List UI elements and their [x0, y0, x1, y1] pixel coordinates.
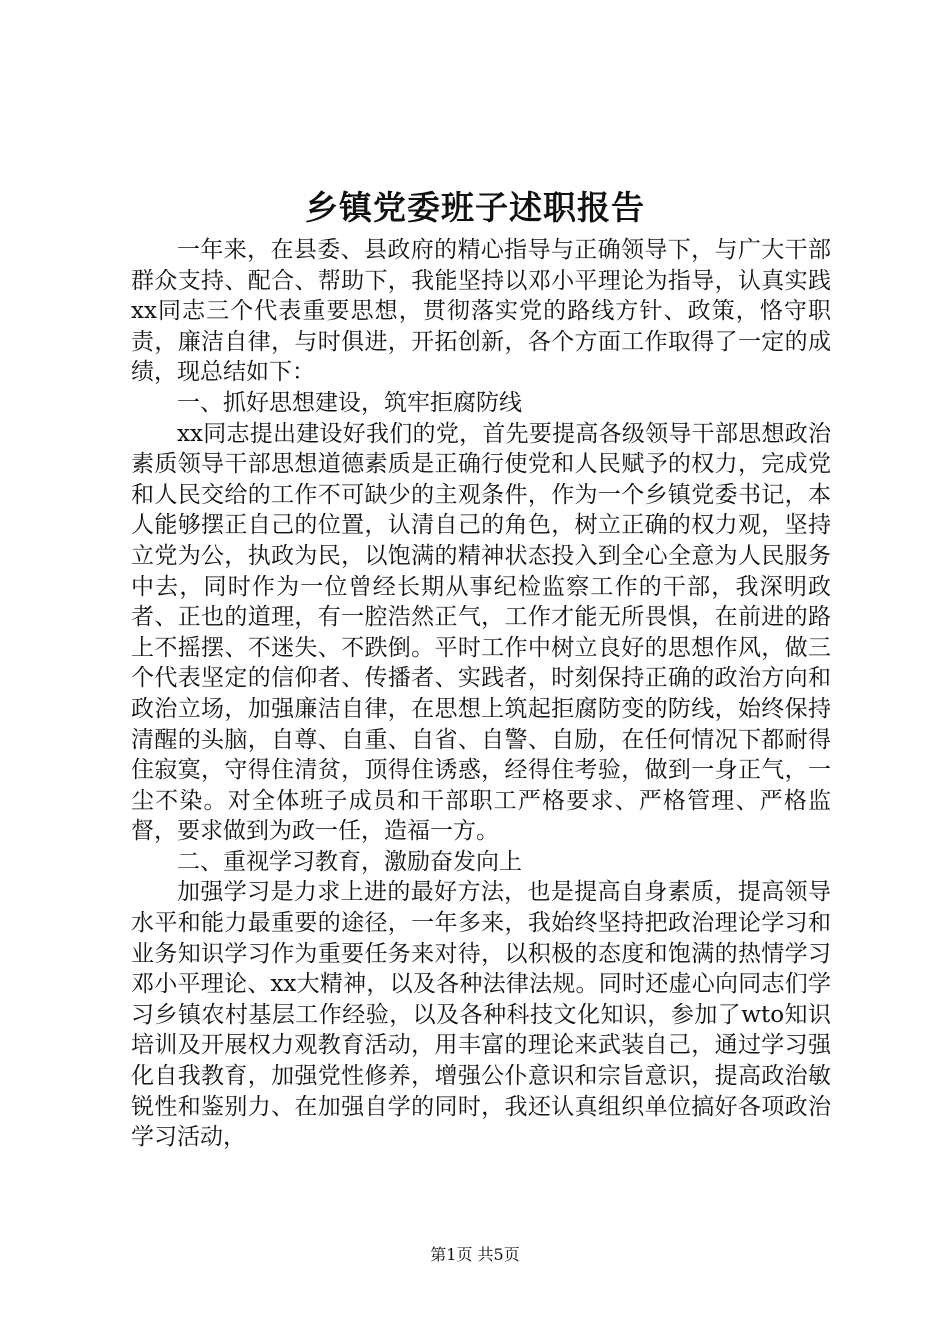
page-title: 乡镇党委班子述职报告 [305, 188, 645, 227]
document-body [131, 235, 831, 1153]
paragraph-section-1: xx同志提出建设好我们的党，首先要提高各级领导干部思想政治素质领导干部思想道德素质是正确行使党和人民赋予的权力，完成党和人民交给的工作不可缺少的主观条件，作为一个乡镇党委书记，本人能够摆正自己的位置，认清自己的角色，树立正确的权力观，坚持立党为公，执政为民，以饱满的精神状态投入到全心全意为人民服务中去，同时作为一位曾经长期从事纪检监察工作的干部，我深明政者、正也的道理，有一腔浩然正气，工作才能无所畏惧，在前进的路上不摇摆、不迷失、不跌倒。平时工作中树立良好的思想作风，做三个代表坚定的信仰者、传播者、实践者，时刻保持正确的政治方向和政治立场，加强廉洁自律，在思想上筑起拒腐防变的防线，始终保持清醒的头脑，自尊、自重、自省、自警、自励，在任何情况下都耐得住寂寞，守得住清贫，顶得住诱惑，经得住考验，做到一身正气，一尘不染。对全体班子成员和干部职工严格要求、严格管理、严格监督，要求做到为政一任，造福一方。 [131, 420, 831, 845]
paragraph-intro: 一年来，在县委、县政府的精心指导与正确领导下，与广大干部群众支持、配合、帮助下，我能坚持以邓小平理论为指导，认真实践xx同志三个代表重要思想，贯彻落实党的路线方针、政策，恪守职责，廉洁自律，与时俱进，开拓创新，各个方面工作取得了一定的成绩，现总结如下： [131, 237, 831, 386]
page-number-footer: 第1页 共5页 [430, 1245, 520, 1264]
paragraph-section-2: 加强学习是力求上进的最好方法，也是提高自身素质，提高领导水平和能力最重要的途径，一年多来，我始终坚持把政治理论学习和业务知识学习作为重要任务来对待，以积极的态度和饱满的热情学习邓小平理论、xx大精神，以及各种法律法规。同时还虚心向同志们学习乡镇农村基层工作经验，以及各种科技文化知识，参加了wto知识培训及开展权力观教育活动，用丰富的理论来武装自己，通过学习强化自我教育，加强党性修养，增强公仆意识和宗旨意识，提高政治敏锐性和鉴别力、在加强自学的同时，我还认真组织单位搞好各项政治学习活动， [131, 879, 831, 1151]
section-heading-2: 二、重视学习教育，激励奋发向上 [177, 848, 522, 875]
section-heading-1: 一、抓好思想建设，筑牢拒腐防线 [177, 389, 522, 416]
